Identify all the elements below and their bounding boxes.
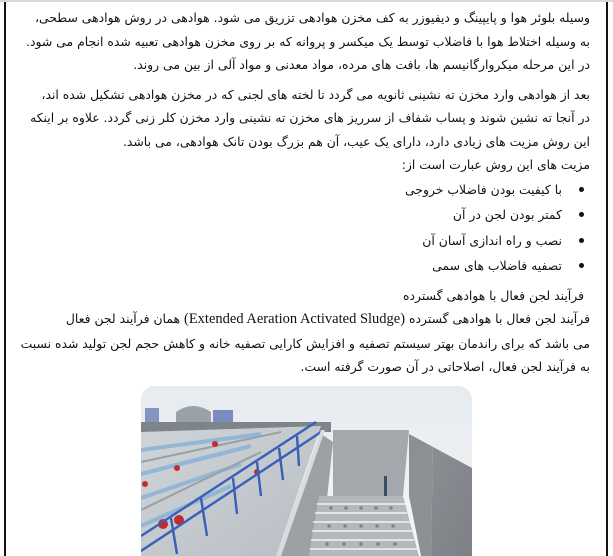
list-item-text: کمتر بودن لجن در آن xyxy=(452,207,562,222)
paragraph-3-text: فرآیند لجن فعال با هوادهی گسترده xyxy=(405,311,590,326)
paragraph-3-line-1 xyxy=(40,307,590,332)
page-border-left xyxy=(4,2,6,556)
paragraph-2-line-1: بعد از هوادهی وارد مخزن ته نشینی ثانویه می گردد تا لخته های لجنی که در مخزن هوادهی تشکیل شده اند، xyxy=(41,86,590,102)
advantages-list xyxy=(40,177,590,279)
list-item xyxy=(40,177,562,203)
advantages-intro: مزیت های این روش عبارت است از: xyxy=(401,157,590,172)
bullet-icon xyxy=(579,238,584,243)
aeration-tank-illustration xyxy=(141,386,472,556)
list-item xyxy=(40,253,562,279)
bullet-icon xyxy=(579,187,584,192)
list-item-text: با کیفیت بودن فاضلاب خروجی xyxy=(404,181,562,197)
paragraph-3-line-2: می باشد که برای راندمان بهتر سیستم تصفیه و افزایش کارایی تصفیه خانه و کاهش حجم لجن تولید شده نسبت xyxy=(20,335,590,351)
page-border-right xyxy=(606,2,608,556)
paragraph-1-line-1: وسیله بلوئر هوا و پایپینگ و دیفیوزر به کف مخزن هوادهی تزریق می شود. هوادهی در روش هوادهی سطحی، xyxy=(34,10,590,25)
bullet-icon xyxy=(579,212,584,217)
list-item-text: تصفیه فاضلاب های سمی xyxy=(432,258,562,273)
paragraph-2-line-2: در آنجا ته نشین شوند و پساب شفاف از سرریز های مخزن ته نشینی وارد مخزن کلر زنی گردد. علاوه بر اینکه xyxy=(30,110,590,125)
paragraph-3-text: همان فرآیند لجن فعال xyxy=(65,311,184,326)
aeration-tank-image xyxy=(141,386,472,556)
bullet-icon xyxy=(579,263,584,268)
section-subheading: فرآیند لجن فعال با هوادهی گسترده xyxy=(403,287,584,303)
paragraph-1-line-3: در این مرحله میکروارگانیسم ها، بافت های مرده، مواد معدنی و مواد آلی از بین می روند. xyxy=(133,57,590,72)
list-item xyxy=(40,202,562,228)
paragraph-1-line-2: به وسیله اختلاط هوا با فاضلاب توسط یک میکسر و پروانه که بر روی مخزن هوادهی تعبیه شده انجام می شود. xyxy=(26,33,590,49)
list-item-text: نصب و راه اندازی آسان آن xyxy=(422,232,562,248)
paragraph-3-line-3: به فرآیند لجن فعال، اصلاحاتی در آن صورت گرفته است. xyxy=(300,359,590,374)
latin-term: (Extended Aeration Activated Sludge) xyxy=(183,311,406,327)
paragraph-2-line-3: این روش مزیت های زیادی دارد، دارای یک عیب، آن هم بزرگ بودن تانک هوادهی، می باشد. xyxy=(122,133,590,149)
document-body xyxy=(20,6,590,379)
page-top-divider xyxy=(0,0,613,2)
list-item xyxy=(40,228,562,254)
